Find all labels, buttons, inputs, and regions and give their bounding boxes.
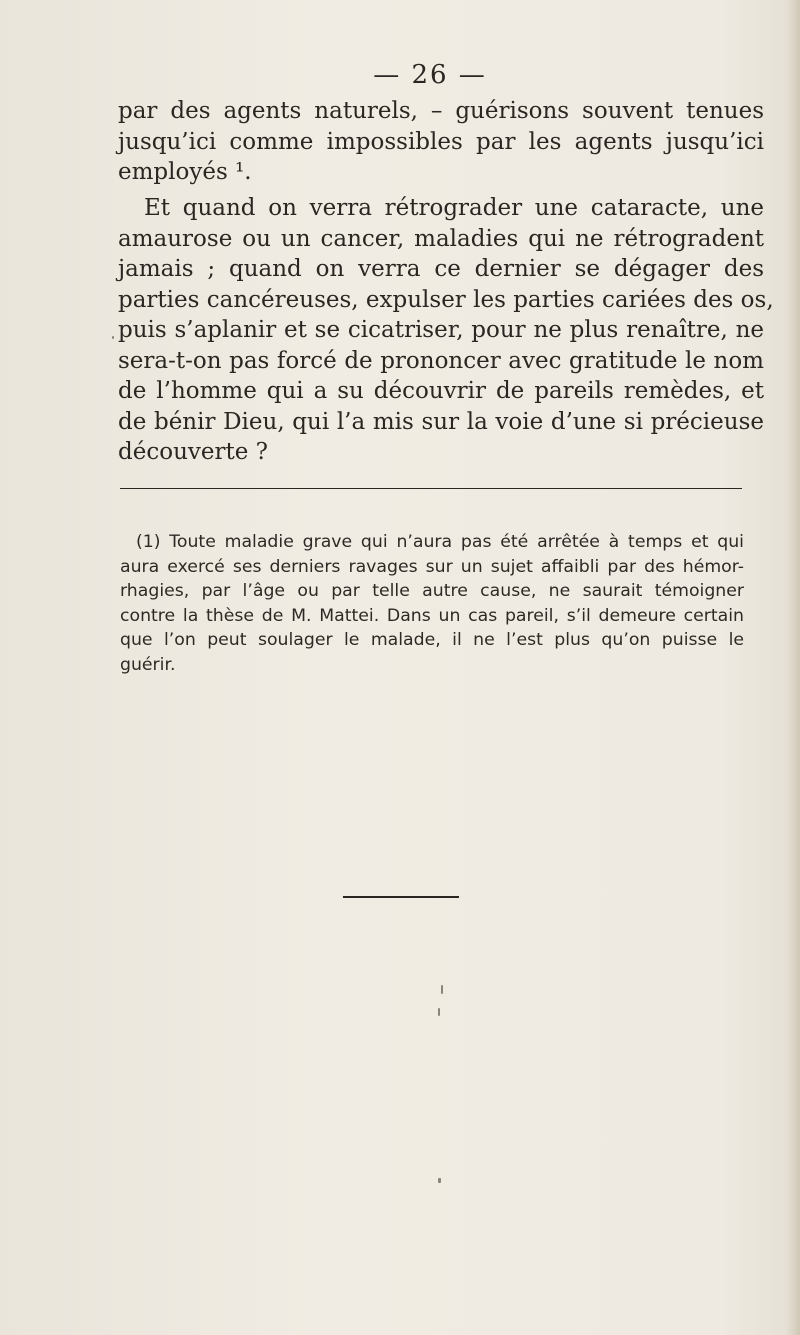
text-line: sera-t-on pas forcé de prononcer avec gratitude le nom [118, 347, 764, 374]
footnote-separator-rule [120, 488, 742, 489]
text-line: par des agents naturels, – guérisons souvent tenues [118, 98, 764, 124]
text-line: de l’homme qui a su découvrir de pareils remèdes, et [118, 378, 764, 404]
text-line: parties cancéreuses, expulser les parties cariées des os, [118, 286, 774, 313]
text-line: Et quand on verra rétrograder une cataracte, une [144, 195, 764, 221]
text-line: puis s’aplanir et se cicatriser, pour ne plus renaître, ne [118, 317, 764, 343]
text-line: jusqu’ici comme impossibles par les agents jusqu’ici [118, 128, 764, 155]
page-edge-shadow [786, 0, 800, 1335]
text-line: de bénir Dieu, qui l’a mis sur la voie d’une si précieuse [118, 408, 764, 435]
paper-speck [438, 1178, 441, 1183]
footnote-line: guérir. [120, 654, 176, 675]
footnote-line: aura exercé ses derniers ravages sur un sujet affaibli par des hémor- [120, 556, 744, 577]
text-line: découverte ? [118, 439, 268, 465]
footnote-line: contre la thèse de M. Mattei. Dans un cas pareil, s’il demeure certain [120, 605, 744, 626]
footnote-line: rhagies, par l’âge ou par telle autre cause, ne saurait témoigner [120, 581, 744, 601]
text-line: employés ¹. [118, 159, 252, 185]
paper-speck [112, 336, 114, 339]
paragraph-2 [118, 193, 774, 468]
footnote-line: que l’on peut soulager le malade, il ne l’est plus qu’on puisse le [120, 630, 744, 650]
text-line: jamais ; quand on verra ce dernier se dégager des [118, 256, 764, 282]
paper-speck [441, 985, 443, 994]
page-number: — 26 — [373, 60, 487, 90]
paragraph-1 [118, 96, 764, 188]
end-of-page-rule [343, 896, 459, 898]
text-line: amaurose ou un cancer, maladies qui ne rétrogradent [118, 225, 764, 252]
footnote [120, 530, 744, 677]
footnote-line: (1) Toute maladie grave qui n’aura pas été arrêtée à temps et qui [136, 532, 744, 552]
paper-speck [438, 1008, 440, 1016]
